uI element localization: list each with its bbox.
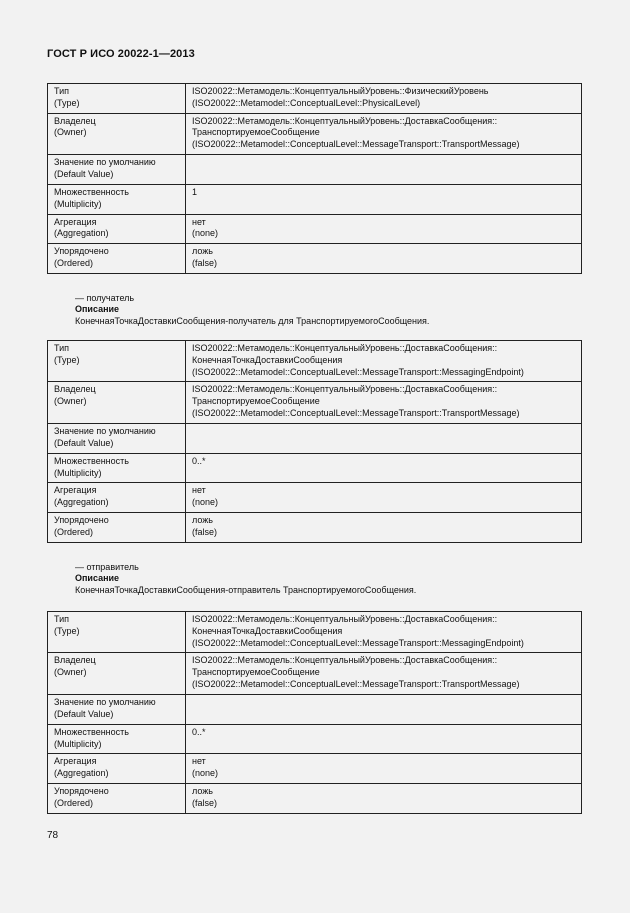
property-label: (Multiplicity) <box>54 467 102 478</box>
property-value-cell <box>186 113 582 154</box>
property-label-cell <box>48 184 186 214</box>
property-value: ТранспортируемоеСообщение <box>192 127 320 138</box>
page-number: 78 <box>47 830 59 841</box>
property-value: (none) <box>192 497 219 508</box>
table-row <box>48 512 582 542</box>
property-value: (ISO20022::Metamodel::ConceptualLevel::MessageTransport::MessagingEndpoint) <box>192 637 524 648</box>
property-value: (false) <box>192 526 218 537</box>
property-value-cell <box>186 341 582 382</box>
table-row <box>48 84 582 114</box>
table-row <box>48 612 582 653</box>
document-header: ГОСТ Р ИСО 20022-1—2013 <box>47 48 195 60</box>
property-label: Значение по умолчанию <box>54 425 156 436</box>
property-value: 0..* <box>192 455 206 466</box>
property-label-cell <box>48 724 186 754</box>
property-value: (ISO20022::Metamodel::ConceptualLevel::MessageTransport::MessagingEndpoint) <box>192 366 524 377</box>
property-value: нет <box>192 216 206 227</box>
property-label-cell <box>48 783 186 813</box>
property-value-cell <box>186 244 582 274</box>
property-label: Упорядочено <box>54 785 109 796</box>
property-value-cell <box>186 653 582 694</box>
table-row <box>48 724 582 754</box>
property-value: ISO20022::Метамодель::КонцептуальныйУровень::ФизическийУровень <box>192 86 489 96</box>
property-label: (Default Value) <box>54 168 114 179</box>
property-label: Владелец <box>54 655 96 666</box>
table-row <box>48 154 582 184</box>
section-dash-title: — отправитель <box>75 562 139 572</box>
property-label: (Multiplicity) <box>54 198 102 209</box>
property-label-cell <box>48 113 186 154</box>
table-row <box>48 214 582 244</box>
property-label: (Aggregation) <box>54 497 109 508</box>
property-value: (none) <box>192 228 219 239</box>
property-value-cell <box>186 612 582 653</box>
property-value-cell <box>186 783 582 813</box>
property-value-cell <box>186 754 582 784</box>
property-value: ISO20022::Метамодель::КонцептуальныйУровень::ДоставкаСообщения:: <box>192 343 498 353</box>
property-label-cell <box>48 612 186 653</box>
property-label: Агрегация <box>54 485 97 496</box>
property-value-cell <box>186 453 582 483</box>
property-value: (ISO20022::Metamodel::ConceptualLevel::MessageTransport::TransportMessage) <box>192 678 520 689</box>
property-value: (ISO20022::Metamodel::ConceptualLevel::MessageTransport::TransportMessage) <box>192 407 520 418</box>
property-value: 1 <box>192 186 198 197</box>
property-label-cell <box>48 694 186 724</box>
property-label: Значение по умолчанию <box>54 696 156 707</box>
property-table-1 <box>47 83 582 274</box>
property-label: Множественность <box>54 186 129 197</box>
section-receiver <box>75 293 429 327</box>
property-label: (Type) <box>54 625 80 636</box>
property-value: КонечнаяТочкаДоставкиСообщения <box>192 354 343 365</box>
property-label-cell <box>48 453 186 483</box>
property-value: ТранспортируемоеСообщение <box>192 396 320 407</box>
property-value: КонечнаяТочкаДоставкиСообщения <box>192 625 343 636</box>
table-row <box>48 453 582 483</box>
property-label: Тип <box>54 86 70 96</box>
property-label: Агрегация <box>54 216 97 227</box>
property-value: ISO20022::Метамодель::КонцептуальныйУровень::ДоставкаСообщения:: <box>192 614 498 624</box>
property-value-cell <box>186 724 582 754</box>
section-heading: Описание <box>75 573 120 584</box>
property-label-cell <box>48 483 186 513</box>
property-label: (Owner) <box>54 396 87 407</box>
property-label-cell <box>48 382 186 423</box>
property-value-cell <box>186 154 582 184</box>
property-value-cell <box>186 512 582 542</box>
property-label: (Multiplicity) <box>54 738 102 749</box>
property-value: (false) <box>192 797 218 808</box>
table-row <box>48 783 582 813</box>
table-row <box>48 244 582 274</box>
property-value-cell <box>186 184 582 214</box>
property-value: (false) <box>192 257 218 268</box>
section-description: КонечнаяТочкаДоставкиСообщения-отправитель ТранспортируемогоСообщения. <box>75 584 417 595</box>
property-label: Владелец <box>54 384 96 395</box>
table-row <box>48 694 582 724</box>
property-value: ложь <box>192 514 213 525</box>
property-label: (Aggregation) <box>54 768 109 779</box>
property-label: (Ordered) <box>54 257 94 268</box>
table-row <box>48 382 582 423</box>
property-value: (ISO20022::Metamodel::ConceptualLevel::MessageTransport::TransportMessage) <box>192 139 520 150</box>
property-label: (Aggregation) <box>54 228 109 239</box>
property-table-3 <box>47 611 582 814</box>
property-label-cell <box>48 244 186 274</box>
table-row <box>48 184 582 214</box>
property-value: нет <box>192 485 206 496</box>
property-label-cell <box>48 154 186 184</box>
property-label: Упорядочено <box>54 246 109 257</box>
table-row <box>48 754 582 784</box>
property-value: 0..* <box>192 726 206 737</box>
property-value-cell <box>186 214 582 244</box>
property-label-cell <box>48 84 186 114</box>
property-value: ТранспортируемоеСообщение <box>192 667 320 678</box>
property-label: (Default Value) <box>54 708 114 719</box>
property-value-cell <box>186 382 582 423</box>
property-label-cell <box>48 653 186 694</box>
table-row <box>48 423 582 453</box>
property-label: (Type) <box>54 354 80 365</box>
property-value: (ISO20022::Metamodel::ConceptualLevel::PhysicalLevel) <box>192 97 421 108</box>
property-label: Значение по умолчанию <box>54 156 156 167</box>
property-value-cell <box>186 694 582 724</box>
property-label: (Type) <box>54 97 80 108</box>
table-row <box>48 113 582 154</box>
property-label-cell <box>48 512 186 542</box>
property-label-cell <box>48 341 186 382</box>
property-table-2 <box>47 340 582 543</box>
property-label: Владелец <box>54 115 96 126</box>
section-sender <box>75 562 416 596</box>
property-value: нет <box>192 756 206 767</box>
property-label-cell <box>48 754 186 784</box>
property-label: Агрегация <box>54 756 97 767</box>
property-label: (Owner) <box>54 127 87 138</box>
section-description: КонечнаяТочкаДоставкиСообщения-получатель для ТранспортируемогоСообщения. <box>75 315 430 326</box>
property-label-cell <box>48 214 186 244</box>
property-label: Тип <box>54 343 70 353</box>
property-label: (Owner) <box>54 667 87 678</box>
property-value-cell <box>186 423 582 453</box>
section-dash-title: — получатель <box>75 293 135 303</box>
property-label: Тип <box>54 614 70 624</box>
property-value: ISO20022::Метамодель::КонцептуальныйУровень::ДоставкаСообщения:: <box>192 115 498 126</box>
property-value: ISO20022::Метамодель::КонцептуальныйУровень::ДоставкаСообщения:: <box>192 384 498 395</box>
table-row <box>48 653 582 694</box>
property-label: Множественность <box>54 455 129 466</box>
table-row <box>48 483 582 513</box>
property-label: Упорядочено <box>54 514 109 525</box>
table-row <box>48 341 582 382</box>
property-value: ISO20022::Метамодель::КонцептуальныйУровень::ДоставкаСообщения:: <box>192 655 498 666</box>
property-value: ложь <box>192 785 213 796</box>
property-label: Множественность <box>54 726 129 737</box>
property-value: (none) <box>192 768 219 779</box>
property-value-cell <box>186 84 582 114</box>
section-heading: Описание <box>75 304 120 315</box>
property-value-cell <box>186 483 582 513</box>
property-label: (Default Value) <box>54 437 114 448</box>
property-label: (Ordered) <box>54 797 94 808</box>
property-label: (Ordered) <box>54 526 94 537</box>
property-label-cell <box>48 423 186 453</box>
property-value: ложь <box>192 246 213 257</box>
